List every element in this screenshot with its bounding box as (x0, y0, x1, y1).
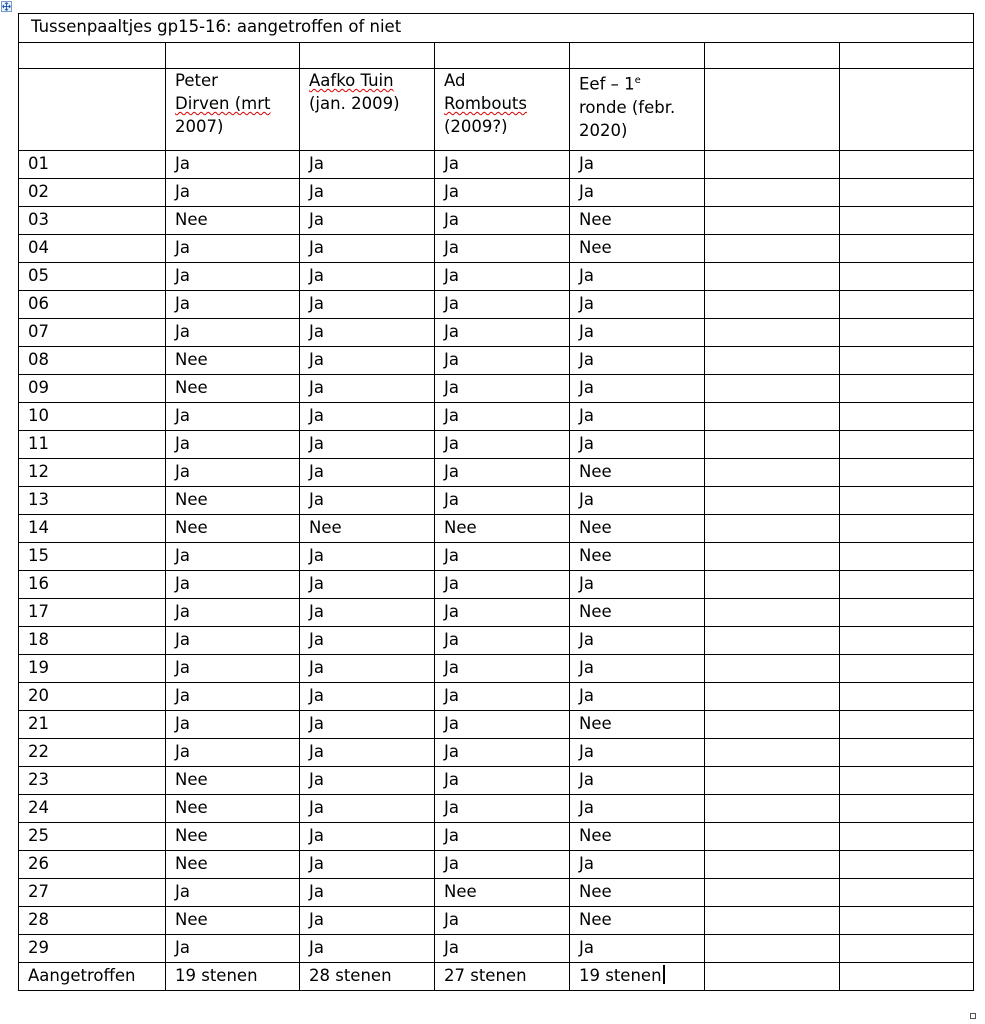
table-cell[interactable]: Ja (300, 599, 435, 627)
table-cell[interactable]: Ja (300, 851, 435, 879)
table-cell[interactable] (840, 851, 974, 879)
table-cell[interactable] (705, 767, 840, 795)
table-cell[interactable]: Nee (300, 515, 435, 543)
table-cell[interactable]: Ja (300, 907, 435, 935)
table-cell[interactable]: Ja (435, 375, 570, 403)
table-cell[interactable]: Nee (570, 823, 705, 851)
table-cell[interactable]: Ja (300, 431, 435, 459)
table-cell[interactable]: Ja (570, 291, 705, 319)
table-cell[interactable]: Ja (570, 655, 705, 683)
row-number-cell[interactable]: 16 (19, 571, 166, 599)
table-row (19, 935, 974, 963)
header-cell-empty[interactable] (840, 69, 974, 151)
table-cell[interactable]: Nee (435, 515, 570, 543)
table-cell[interactable]: Ja (300, 487, 435, 515)
table-cell[interactable]: Ja (300, 235, 435, 263)
table-cell[interactable] (705, 851, 840, 879)
table-cell[interactable]: Ja (435, 431, 570, 459)
table-cell[interactable] (705, 319, 840, 347)
row-number-cell[interactable]: 06 (19, 291, 166, 319)
totals-value: 19 stenen (175, 966, 258, 985)
table-cell[interactable] (705, 207, 840, 235)
table-cell[interactable]: Ja (435, 291, 570, 319)
table-cell[interactable] (840, 599, 974, 627)
table-cell[interactable]: Ja (166, 151, 300, 179)
table-cell[interactable]: Ja (300, 207, 435, 235)
table-cell[interactable]: Nee (166, 851, 300, 879)
table-cell[interactable] (840, 487, 974, 515)
row-number-cell[interactable]: 14 (19, 515, 166, 543)
table-cell[interactable]: Nee (166, 515, 300, 543)
table-cell[interactable] (840, 375, 974, 403)
table-cell[interactable]: Ja (300, 291, 435, 319)
table-move-icon[interactable] (1, 1, 12, 12)
table-cell[interactable]: Ja (166, 543, 300, 571)
table-row (19, 907, 974, 935)
header-line-spellcheck: Aafko Tuin (309, 71, 394, 90)
table-cell[interactable]: Ja (300, 935, 435, 963)
table-cell[interactable]: Nee (166, 347, 300, 375)
table-cell[interactable]: Ja (435, 767, 570, 795)
table-cell[interactable]: Nee (570, 543, 705, 571)
table-cell[interactable] (840, 179, 974, 207)
row-number-cell[interactable]: 09 (19, 375, 166, 403)
header-row (19, 69, 974, 151)
table-cell[interactable]: Ja (166, 599, 300, 627)
table-cell[interactable]: Ja (166, 459, 300, 487)
table-cell[interactable]: Ja (166, 431, 300, 459)
header-cell-ad[interactable] (435, 69, 570, 151)
table-cell[interactable] (840, 151, 974, 179)
table-cell[interactable] (705, 543, 840, 571)
row-number-cell[interactable]: 22 (19, 739, 166, 767)
table-cell[interactable]: Ja (166, 935, 300, 963)
table-row (19, 487, 974, 515)
table-cell[interactable]: Ja (166, 263, 300, 291)
row-number-cell[interactable]: 18 (19, 627, 166, 655)
table-row (19, 571, 974, 599)
table-row (19, 431, 974, 459)
table-cell[interactable] (840, 543, 974, 571)
row-number-cell[interactable]: 10 (19, 403, 166, 431)
table-cell[interactable]: Nee (166, 207, 300, 235)
table-cell[interactable] (840, 879, 974, 907)
table-cell[interactable] (840, 431, 974, 459)
header-line (579, 69, 695, 96)
table-cell[interactable] (840, 347, 974, 375)
table-cell[interactable] (705, 683, 840, 711)
table-cell[interactable] (840, 43, 974, 69)
table-cell[interactable] (840, 711, 974, 739)
table-cell[interactable]: Ja (300, 739, 435, 767)
table-cell[interactable] (705, 235, 840, 263)
table-cell[interactable]: Ja (570, 347, 705, 375)
table-cell[interactable]: Ja (166, 235, 300, 263)
table-cell[interactable] (705, 655, 840, 683)
table-cell[interactable] (705, 711, 840, 739)
table-cell[interactable]: Ja (435, 599, 570, 627)
table-cell[interactable] (300, 43, 435, 69)
table-cell[interactable] (705, 627, 840, 655)
table-cell[interactable]: Ja (166, 403, 300, 431)
table-cell[interactable]: Nee (570, 879, 705, 907)
totals-value: 28 stenen (309, 966, 392, 985)
table-cell[interactable] (166, 43, 300, 69)
table-cell[interactable]: Ja (300, 879, 435, 907)
table-cell[interactable]: Ja (570, 851, 705, 879)
table-cell[interactable] (705, 823, 840, 851)
table-cell[interactable]: Ja (166, 179, 300, 207)
table-cell[interactable]: Nee (570, 907, 705, 935)
table-cell[interactable] (840, 655, 974, 683)
table-title[interactable]: Tussenpaaltjes gp15-16: aangetroffen of niet (19, 14, 974, 43)
totals-label-cell[interactable] (19, 963, 166, 991)
table-row (19, 207, 974, 235)
table-cell[interactable] (840, 767, 974, 795)
table-cell[interactable]: Ja (435, 543, 570, 571)
table-cell[interactable] (705, 151, 840, 179)
table-cell[interactable] (570, 43, 705, 69)
table-row (19, 767, 974, 795)
table-cell[interactable]: Ja (166, 291, 300, 319)
totals-cell[interactable] (300, 963, 435, 991)
table-cell[interactable] (840, 319, 974, 347)
header-cell-peter[interactable] (166, 69, 300, 151)
table-cell[interactable] (705, 935, 840, 963)
row-number-cell[interactable]: 05 (19, 263, 166, 291)
table-cell[interactable]: Nee (166, 907, 300, 935)
header-line-spellcheck: Dirven (mrt (175, 94, 271, 113)
table-cell[interactable] (840, 207, 974, 235)
table-cell[interactable] (840, 403, 974, 431)
totals-cell[interactable] (705, 963, 840, 991)
row-number-cell[interactable]: 23 (19, 767, 166, 795)
table-cell[interactable]: Ja (166, 683, 300, 711)
table-cell[interactable]: Ja (300, 403, 435, 431)
totals-row (19, 963, 974, 991)
table-cell[interactable] (705, 571, 840, 599)
table-cell[interactable]: Nee (166, 823, 300, 851)
table-row (19, 823, 974, 851)
table-cell[interactable]: Ja (300, 655, 435, 683)
table-cell[interactable]: Ja (166, 711, 300, 739)
table-cell[interactable]: Ja (435, 627, 570, 655)
table-cell[interactable]: Ja (570, 319, 705, 347)
table-row (19, 319, 974, 347)
table-row (19, 403, 974, 431)
header-cell-empty[interactable] (705, 69, 840, 151)
table-row (19, 263, 974, 291)
table-cell[interactable]: Nee (166, 767, 300, 795)
table-row (19, 879, 974, 907)
table-cell[interactable] (705, 599, 840, 627)
table-cell[interactable]: Nee (166, 487, 300, 515)
superscript: e (634, 75, 641, 86)
table-resize-icon[interactable] (970, 1013, 976, 1019)
totals-value: Aangetroffen (28, 966, 136, 985)
table-cell[interactable] (840, 739, 974, 767)
row-number-cell[interactable]: 24 (19, 795, 166, 823)
header-line: 2020) (579, 120, 628, 140)
table-cell[interactable]: Nee (570, 515, 705, 543)
table-cell[interactable]: Nee (570, 235, 705, 263)
table-cell[interactable] (840, 291, 974, 319)
text-cursor (663, 965, 665, 984)
table-cell[interactable]: Ja (435, 235, 570, 263)
table-cell[interactable] (705, 879, 840, 907)
table-cell[interactable]: Ja (435, 907, 570, 935)
table-row (19, 655, 974, 683)
table-cell[interactable]: Ja (570, 767, 705, 795)
table-cell[interactable] (435, 43, 570, 69)
table-cell[interactable] (705, 43, 840, 69)
table-cell[interactable]: Ja (166, 319, 300, 347)
table-cell[interactable]: Ja (166, 739, 300, 767)
table-cell[interactable]: Ja (570, 403, 705, 431)
table-cell[interactable]: Ja (570, 683, 705, 711)
table-cell[interactable]: Ja (300, 459, 435, 487)
table-row (19, 683, 974, 711)
table-cell[interactable] (705, 739, 840, 767)
row-number-cell[interactable]: 17 (19, 599, 166, 627)
document-table (18, 13, 974, 991)
table-cell[interactable] (840, 263, 974, 291)
table-cell[interactable]: Ja (435, 459, 570, 487)
header-line: Peter (175, 71, 218, 90)
row-number-cell[interactable]: 28 (19, 907, 166, 935)
header-cell-eef[interactable] (570, 69, 705, 151)
table-cell[interactable]: Ja (166, 627, 300, 655)
table-row (19, 179, 974, 207)
table-cell[interactable] (705, 179, 840, 207)
blank-row (19, 43, 974, 69)
table-cell[interactable]: Nee (435, 879, 570, 907)
table-cell[interactable]: Ja (570, 795, 705, 823)
header-line-spellcheck: Rombouts (444, 94, 527, 113)
table-cell[interactable]: Ja (570, 739, 705, 767)
row-number-cell[interactable]: 02 (19, 179, 166, 207)
table-cell[interactable]: Ja (435, 319, 570, 347)
table-cell[interactable]: Ja (300, 795, 435, 823)
table-cell[interactable]: Ja (435, 935, 570, 963)
table-cell[interactable]: Ja (570, 487, 705, 515)
table-cell[interactable]: Ja (300, 711, 435, 739)
table-cell[interactable]: Ja (435, 655, 570, 683)
header-line: (jan. 2009) (309, 94, 400, 113)
table-cell[interactable]: Ja (435, 683, 570, 711)
table-cell[interactable]: Ja (570, 263, 705, 291)
table-row (19, 543, 974, 571)
row-number-cell[interactable]: 15 (19, 543, 166, 571)
table-cell[interactable] (840, 515, 974, 543)
table-cell[interactable]: Ja (166, 655, 300, 683)
table-row (19, 459, 974, 487)
header-line-text: Eef – 1 (579, 74, 635, 94)
row-number-cell[interactable]: 20 (19, 683, 166, 711)
row-number-cell[interactable]: 13 (19, 487, 166, 515)
table-cell[interactable]: Ja (435, 347, 570, 375)
row-number-cell[interactable]: 27 (19, 879, 166, 907)
header-line: ronde (febr. (579, 97, 676, 117)
table-cell[interactable] (840, 795, 974, 823)
table-cell[interactable]: Ja (570, 431, 705, 459)
row-number-cell[interactable]: 01 (19, 151, 166, 179)
row-number-cell[interactable]: 26 (19, 851, 166, 879)
table-cell[interactable] (840, 235, 974, 263)
row-number-cell[interactable]: 25 (19, 823, 166, 851)
table-cell[interactable] (705, 515, 840, 543)
table-row (19, 375, 974, 403)
table-cell[interactable]: Ja (166, 879, 300, 907)
table-cell[interactable]: Nee (570, 207, 705, 235)
table-cell[interactable] (840, 627, 974, 655)
table-cell[interactable] (705, 347, 840, 375)
row-number-cell[interactable]: 11 (19, 431, 166, 459)
table-cell[interactable]: Ja (435, 851, 570, 879)
table-cell[interactable] (840, 823, 974, 851)
table-row (19, 347, 974, 375)
table-cell[interactable]: Ja (435, 823, 570, 851)
table-cell[interactable] (840, 571, 974, 599)
table-cell[interactable]: Nee (166, 795, 300, 823)
table-cell[interactable] (840, 935, 974, 963)
totals-cell[interactable] (840, 963, 974, 991)
row-number-cell[interactable]: 07 (19, 319, 166, 347)
header-line: (2009?) (444, 117, 508, 136)
table-cell[interactable]: Ja (435, 795, 570, 823)
table-cell[interactable]: Ja (435, 571, 570, 599)
table-cell[interactable]: Ja (300, 571, 435, 599)
table-cell[interactable]: Ja (300, 683, 435, 711)
table-cell[interactable] (840, 907, 974, 935)
table-cell[interactable]: Nee (570, 711, 705, 739)
table-cell[interactable]: Ja (300, 627, 435, 655)
table-cell[interactable] (840, 459, 974, 487)
table-cell[interactable] (705, 459, 840, 487)
table-cell[interactable]: Ja (570, 571, 705, 599)
row-number-cell[interactable]: 08 (19, 347, 166, 375)
row-number-cell[interactable]: 21 (19, 711, 166, 739)
table-cell[interactable]: Ja (435, 179, 570, 207)
table-cell[interactable]: Ja (435, 403, 570, 431)
table-cell[interactable]: Ja (300, 347, 435, 375)
totals-cell[interactable] (570, 963, 705, 991)
table-cell[interactable]: Ja (300, 823, 435, 851)
table-cell[interactable] (705, 403, 840, 431)
table-cell[interactable] (705, 907, 840, 935)
table-cell[interactable]: Ja (300, 375, 435, 403)
table-cell[interactable]: Ja (435, 739, 570, 767)
table-cell[interactable]: Ja (300, 179, 435, 207)
row-number-cell[interactable]: 19 (19, 655, 166, 683)
table-cell[interactable]: Ja (435, 487, 570, 515)
totals-value: 19 stenen (579, 966, 662, 985)
table-cell[interactable]: Ja (570, 151, 705, 179)
table-row (19, 291, 974, 319)
header-cell-empty[interactable] (19, 69, 166, 151)
table-row (19, 711, 974, 739)
table-row (19, 515, 974, 543)
table-row (19, 235, 974, 263)
row-number-cell[interactable]: 04 (19, 235, 166, 263)
table-cell[interactable] (705, 291, 840, 319)
header-line: 2007) (175, 117, 224, 136)
table-cell[interactable]: Ja (435, 207, 570, 235)
table-cell[interactable]: Nee (570, 459, 705, 487)
table-cell[interactable]: Ja (570, 935, 705, 963)
table-cell[interactable] (705, 431, 840, 459)
table-cell[interactable]: Nee (166, 375, 300, 403)
table-row (19, 851, 974, 879)
row-number-cell[interactable]: 29 (19, 935, 166, 963)
totals-cell[interactable] (166, 963, 300, 991)
table-row (19, 739, 974, 767)
table-cell[interactable] (705, 487, 840, 515)
table-cell[interactable]: Ja (300, 151, 435, 179)
table-cell[interactable]: Ja (300, 543, 435, 571)
table-cell[interactable]: Ja (435, 711, 570, 739)
table-cell[interactable]: Ja (166, 571, 300, 599)
table-cell[interactable]: Ja (435, 263, 570, 291)
table-cell[interactable] (705, 375, 840, 403)
table-cell[interactable] (19, 43, 166, 69)
table-cell[interactable]: Ja (300, 263, 435, 291)
table-row (19, 151, 974, 179)
table-cell[interactable]: Ja (435, 151, 570, 179)
row-number-cell[interactable]: 03 (19, 207, 166, 235)
table-cell[interactable]: Ja (300, 319, 435, 347)
table-cell[interactable]: Ja (300, 767, 435, 795)
header-line: Ad (444, 71, 466, 90)
table-row (19, 599, 974, 627)
table-cell[interactable] (840, 683, 974, 711)
table-cell[interactable]: Ja (570, 627, 705, 655)
table-cell[interactable]: Nee (570, 599, 705, 627)
table-row (19, 627, 974, 655)
table-cell[interactable]: Ja (570, 375, 705, 403)
totals-cell[interactable] (435, 963, 570, 991)
title-row (19, 14, 974, 43)
table-cell[interactable]: Ja (570, 179, 705, 207)
table-cell[interactable] (705, 263, 840, 291)
table-row (19, 795, 974, 823)
row-number-cell[interactable]: 12 (19, 459, 166, 487)
header-cell-aafko[interactable] (300, 69, 435, 151)
totals-value: 27 stenen (444, 966, 527, 985)
table-cell[interactable] (705, 795, 840, 823)
